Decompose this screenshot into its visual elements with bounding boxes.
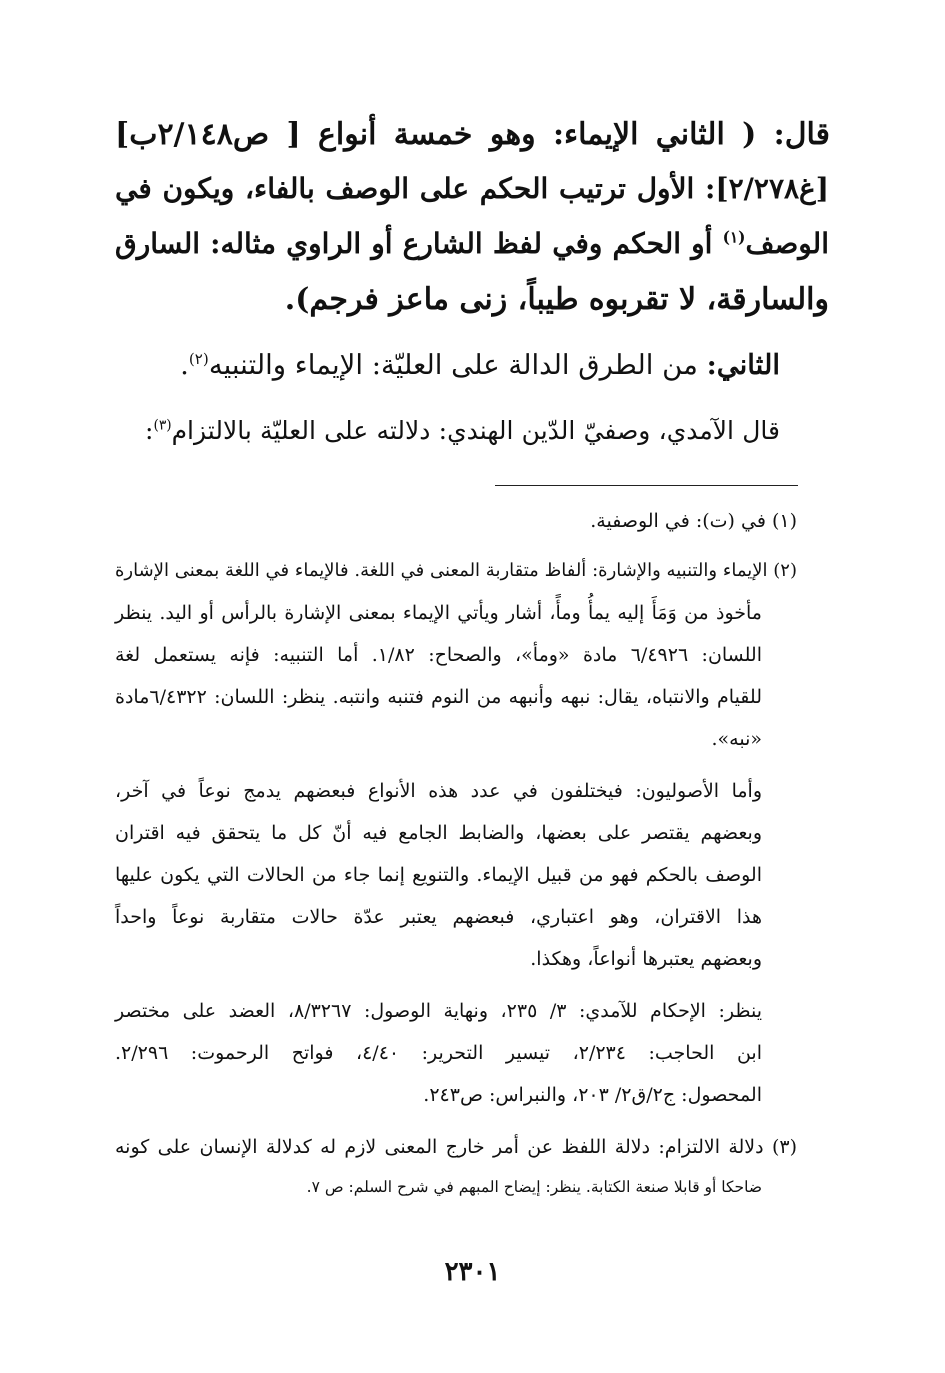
paragraph-second bbox=[180, 349, 780, 381]
main-line-1: قال: ( الثاني الإيماء: وهو خمسة أنواع [ ص٢/١٤٨ب] bbox=[115, 117, 830, 152]
page-number: ٢٣٠١ bbox=[444, 1257, 501, 1287]
main-line-3-rest: أو الحكم وفي لفظ الشارع أو الراوي مثاله: السارق bbox=[115, 227, 713, 260]
footnote-2-line-5: «نبه». bbox=[711, 728, 762, 750]
paragraph-second-label: الثاني: bbox=[706, 349, 780, 381]
footnote-3-line-1: (٣) دلالة الالتزام: دلالة اللفظ عن أمر خارج المعنى لازم له كدلالة الإنسان على كونه bbox=[115, 1136, 797, 1158]
main-line-4: والسارقة، لا تقربوه طيباً، زنى ماعز فرجم). bbox=[284, 282, 829, 317]
footnote-2-line-7: وبعضهم يقتصر على بعضها، والضابط الجامع فيه أنّ كل ما يتحقق فيه اقتران bbox=[115, 822, 762, 844]
paragraph-second-text: من الطرق الدالة على العليّة: الإيماء والتنبيه bbox=[208, 349, 698, 381]
main-line-2: [غ٢/٢٧٨]: الأول ترتيب الحكم على الوصف بالفاء، ويكون في bbox=[115, 172, 829, 205]
paragraph-amidi bbox=[145, 418, 780, 443]
footnote-2-line-10: وبعضهم يعتبرها أنواعاً، وهكذا. bbox=[530, 948, 762, 970]
footnote-2-refs-line-3: المحصول: ج٢/ق٢/ ٢٠٣، والنبراس: ص٢٤٣. bbox=[423, 1084, 762, 1106]
footnote-marker-2: (٢) bbox=[188, 349, 209, 368]
footnote-marker-3: (٣) bbox=[153, 417, 172, 434]
footnote-2-line-1: (٢) الإيماء والتنبيه والإشارة: ألفاظ متقاربة المعنى في اللغة. فالإيماء في اللغة بمعنى الإشارة bbox=[115, 560, 797, 581]
footnote-3-line-2: ضاحكا أو قابلا صنعة الكتابة. ينظر: إيضاح المبهم في شرح السلم: ص ٧. bbox=[306, 1178, 762, 1196]
footnote-marker-1: (١) bbox=[722, 228, 746, 247]
footnote-2-line-3: اللسان: ٦/٤٩٢٦ مادة «ومأ»، والصحاح: ١/٨٢. أما التنبيه: فإنه يستعمل لغة bbox=[115, 644, 762, 666]
footnote-2-refs-line-2: ابن الحاجب: ٢/٢٣٤، تيسير التحرير: ٤/٤٠، فواتح الرحموت: ٢/٢٩٦. bbox=[115, 1042, 762, 1064]
footnote-2-line-8: الوصف بالحكم فهو من قبيل الإيماء. والتنويع إنما جاء من الحالات التي يكون عليها bbox=[115, 864, 762, 886]
footnote-divider bbox=[495, 485, 798, 486]
footnote-1: (١) في (ت): في الوصفية. bbox=[590, 510, 797, 532]
footnote-2-line-9: هذا الاقتران، وهو اعتباري، فبعضهم يعتبر عدّة حالات متقاربة نوعاً واحداً bbox=[115, 906, 762, 928]
footnote-2-refs-line-1: ينظر: الإحكام للآمدي: ٣/ ٢٣٥، ونهاية الوصول: ٨/٣٢٦٧، العضد على مختصر bbox=[115, 1000, 762, 1022]
paragraph-amidi-text: قال الآمدي، وصفيّ الدّين الهندي: دلالته على العليّة بالالتزام bbox=[171, 416, 780, 445]
footnote-2-line-6: وأما الأصوليون: فيختلفون في عدد هذه الأنواع فبعضهم يدمج نوعاً في آخر، bbox=[115, 780, 762, 802]
main-line-3 bbox=[115, 227, 829, 260]
footnote-2-line-2: مأخوذ من وَمَأَ إليه يمأُ ومأً، أشار ويأتي الإيماء بمعنى الإشارة بالرأس أو اليد. ينظر bbox=[115, 602, 762, 624]
paragraph-amidi-end: : bbox=[145, 416, 154, 445]
main-line-3-start: الوصف bbox=[745, 227, 829, 260]
footnote-2-line-4: للقيام والانتباه، يقال: نبهه وأنبهه من النوم فتنبه وانتبه. ينظر: اللسان: ٦/٤٣٢٢مادة bbox=[115, 686, 762, 708]
paragraph-second-end: . bbox=[180, 349, 189, 381]
